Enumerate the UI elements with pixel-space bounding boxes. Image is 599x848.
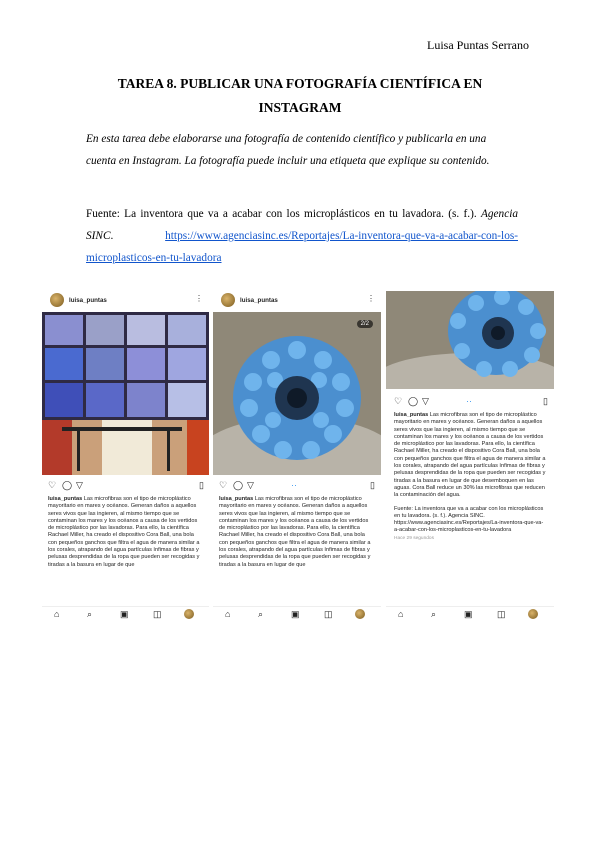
carousel-badge: 2/2 (357, 320, 373, 328)
source-prefix: Fuente: La inventora que va a acabar con los microplásticos en tu lavadora. (s. f.). (86, 208, 481, 220)
caption-text: Las microfibras son el tipo de microplástico mayoritario en mares y océanos. Generan daños a aquellos seres vivos que las ingieren, al mismo tiempo que se contaminan los mares y los océanos a causa de los vertidos de microplástico por las lavadoras. Para ello, la científica Rachael Miller, ha creado el dispositivo Cora Ball, una bola con pequeños ganchos que filtra el agua de manera similar a los corales, atrapando del agua partículas ínfimas de fibras y pelusas desprendidas de la ropa que pueden ser recogidas y tiradas a la basura en lugar de que desemboquen en las aguas. Cora Ball reduce un 30% las microfibras que reducen la contaminación del agua. (394, 412, 546, 499)
home-icon[interactable]: ⌂ (54, 609, 60, 619)
post-caption-full (394, 412, 548, 588)
shop-icon[interactable]: ◫ (324, 609, 333, 619)
fabric-grid-image (42, 312, 209, 475)
post-username[interactable]: luisa_puntas (240, 297, 278, 304)
home-icon[interactable]: ⌂ (398, 609, 404, 619)
send-icon[interactable]: ▽ (76, 480, 83, 490)
post-caption (48, 496, 204, 606)
caption-username[interactable]: luisa_puntas (394, 412, 429, 418)
caption-text: Las microfibras son el tipo de microplástico mayoritario en mares y océanos. Generan daños a aquellos seres vivos que las ingieren, al mismo tiempo que se contaminan los mares y los océanos a causa de los vertidos de microplástico por las lavadoras. Para ello, la científica Rachael Miller, ha creado el dispositivo Cora Ball, una bola con pequeños ganchos que filtra el agua de manera similar a los corales, atrapando del agua partículas ínfimas de fibras y pelusas desprendidas de la ropa que pueden ser recogidas y tiradas a la basura en lugar de que (219, 496, 371, 568)
bottom-nav (386, 606, 554, 623)
like-icon[interactable]: ♡ (48, 480, 57, 490)
cora-ball-cropped-image (386, 291, 554, 389)
send-icon[interactable]: ▽ (247, 480, 254, 490)
page-title: TAREA 8. PUBLICAR UNA FOTOGRAFÍA CIENTÍFICA EN INSTAGRAM (117, 76, 483, 115)
avatar[interactable] (221, 293, 235, 307)
shop-icon[interactable]: ◫ (153, 609, 162, 619)
search-icon[interactable]: ⌕ (258, 609, 264, 619)
profile-avatar-icon[interactable] (184, 609, 194, 619)
source-link[interactable]: https://www.agenciasinc.es/Reportajes/La-inventora-que-va-a-acabar-con-los-microplasticos-en-tu-lavadora (86, 230, 518, 264)
post-username[interactable]: luisa_puntas (69, 297, 107, 304)
comment-icon[interactable]: ◯ (408, 396, 419, 406)
avatar[interactable] (50, 293, 64, 307)
comment-icon[interactable]: ◯ (233, 480, 244, 490)
shop-icon[interactable]: ◫ (497, 609, 506, 619)
source-text (86, 203, 518, 269)
bookmark-icon[interactable]: ▯ (370, 480, 375, 490)
home-icon[interactable]: ⌂ (225, 609, 231, 619)
bookmark-icon[interactable]: ▯ (199, 480, 204, 490)
caption-source: Fuente: La inventora que va a acabar con los microplásticos en tu lavadora. (s. f.). Agencia SINC. https://www.agenciasinc.es/Reportajes/La-inventora-que-va-a-acabar-con-los-microplasticos-en-tu-lavadora (394, 505, 544, 534)
reels-icon[interactable]: ▣ (291, 609, 300, 619)
bottom-nav (42, 606, 209, 623)
carousel-dots: ·· (466, 396, 472, 406)
send-icon[interactable]: ▽ (422, 396, 429, 406)
post-photo-cora-ball (213, 312, 381, 475)
intro-text: En esta tarea debe elaborarse una fotografía de contenido científico y publicarla en una cuenta en Instagram. La fotografía puede incluir una etiqueta que explique su contenido. (86, 133, 490, 167)
source-journal: Agencia SINC (86, 208, 518, 242)
like-icon[interactable]: ♡ (394, 396, 403, 406)
bottom-nav (213, 606, 381, 623)
post-caption (219, 496, 375, 606)
profile-avatar-icon[interactable] (355, 609, 365, 619)
instagram-post-1 (42, 288, 209, 626)
cora-ball-image (213, 312, 381, 475)
source-after: . (110, 230, 166, 242)
profile-avatar-icon[interactable] (528, 609, 538, 619)
comment-icon[interactable]: ◯ (62, 480, 73, 490)
more-options-icon[interactable]: ⋮ (195, 294, 203, 303)
more-options-icon[interactable]: ⋮ (367, 294, 375, 303)
instagram-post-2 (213, 288, 381, 626)
like-icon[interactable]: ♡ (219, 480, 228, 490)
bookmark-icon[interactable]: ▯ (543, 396, 548, 406)
instagram-post-3 (386, 288, 554, 626)
carousel-dots: ·· (291, 480, 297, 490)
caption-username[interactable]: luisa_puntas (48, 496, 83, 502)
caption-username[interactable]: luisa_puntas (219, 496, 254, 502)
search-icon[interactable]: ⌕ (431, 609, 437, 619)
author-name: Luisa Puntas Serrano (427, 38, 529, 52)
post-timestamp: Hace 29 segundos (394, 535, 435, 541)
post-photo-fabric-samples (42, 312, 209, 475)
reels-icon[interactable]: ▣ (464, 609, 473, 619)
reels-icon[interactable]: ▣ (120, 609, 129, 619)
search-icon[interactable]: ⌕ (87, 609, 93, 619)
caption-text: Las microfibras son el tipo de microplástico mayoritario en mares y océanos. Generan daños a aquellos seres vivos que las ingieren, al mismo tiempo que se contaminan los mares y los océanos a causa de los vertidos de microplástico por las lavadoras. Para ello, la científica Rachael Miller, ha creado el dispositivo Cora Ball, una bola con pequeños ganchos que filtra el agua de manera similar a los corales, atrapando del agua partículas ínfimas de fibras y pelusas desprendidas de la ropa que pueden ser recogidas y tiradas a la basura en lugar de que (48, 496, 200, 568)
post-photo-cora-ball-cropped (386, 291, 554, 389)
